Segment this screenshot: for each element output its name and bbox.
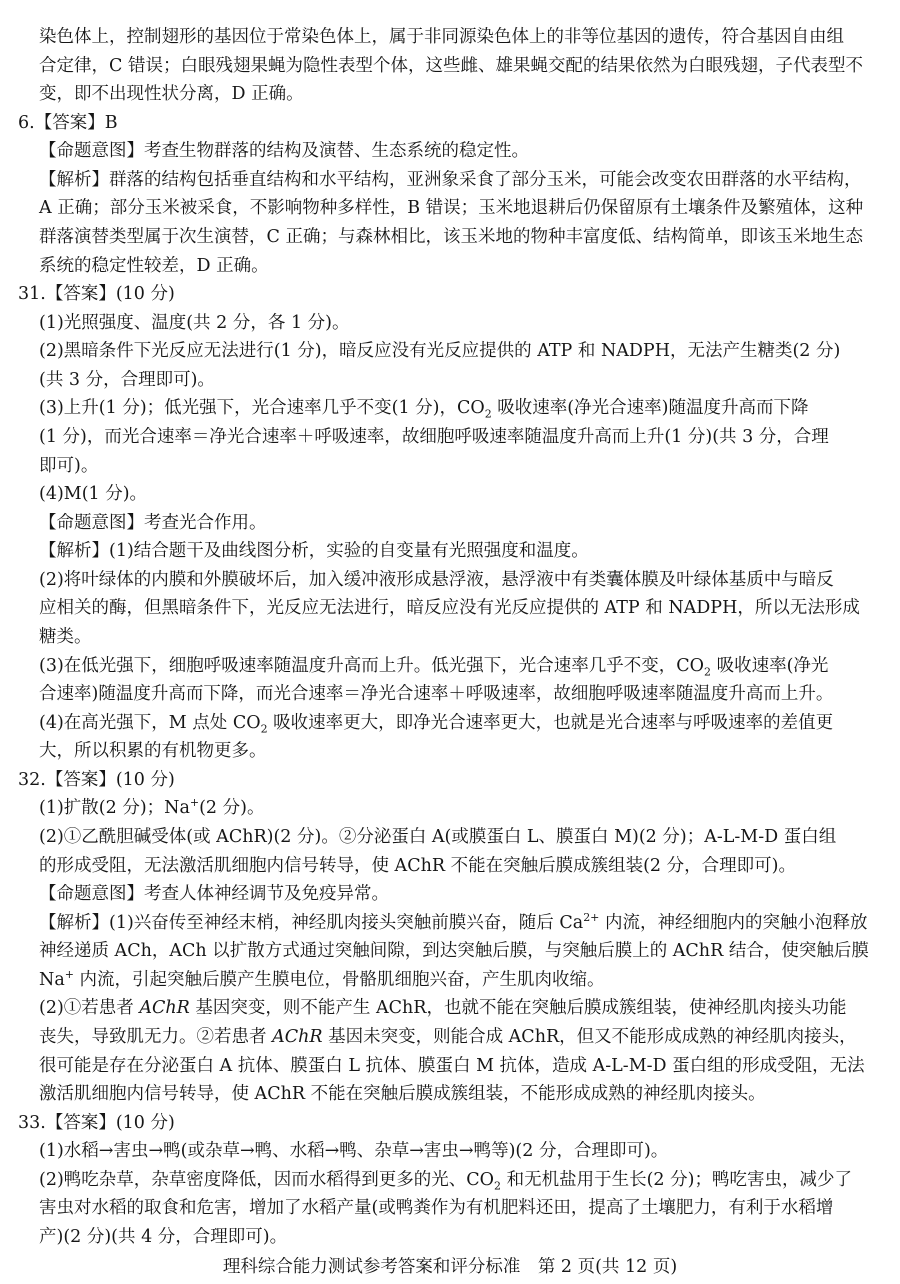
- text-line: (共 3 分，合理即可)。: [39, 369, 215, 390]
- text-line: (2)将叶绿体的内膜和外膜破坏后，加入缓冲液形成悬浮液，悬浮液中有类囊体膜及叶绿体基质中与暗反: [39, 569, 834, 590]
- text-line: 合定律，C 错误；白眼残翅果蝇为隐性表型个体，这些雌、雄果蝇交配的结果依然为白眼残翅，子代表型不: [39, 55, 863, 76]
- text-line: 糖类。: [39, 627, 92, 647]
- text-line: (1 分)，而光合速率＝净光合速率＋呼吸速率，故细胞呼吸速率随温度升高而上升(1 分)(共 3 分，合理: [39, 427, 829, 447]
- text-line: Na+ 内流，引起突触后膜产生膜电位，骨骼肌细胞兴奋，产生肌肉收缩。: [39, 968, 605, 990]
- intent-line: 【命题意图】考查人体神经调节及免疫异常。: [39, 884, 389, 905]
- text-line: 产)(2 分)(共 4 分，合理即可)。: [39, 1227, 288, 1247]
- text-line: (1)水稻→害虫→鸭(或杂草→鸭、水稻→鸭、杂草→害虫→鸭等)(2 分，合理即可)。: [39, 1141, 669, 1162]
- page-footer: 理科综合能力测试参考答案和评分标准 第 2 页(共 12 页): [222, 1257, 678, 1277]
- text-line: (2)①乙酰胆碱受体(或 AChR)(2 分)。②分泌蛋白 A(或膜蛋白 L、膜蛋白 M)(2 分)；A-L-M-D 蛋白组: [39, 827, 837, 847]
- text-line: 系统的稳定性较差，D 正确。: [39, 255, 269, 276]
- text-line: 激活肌细胞内信号转导，使 AChR 不能在突触后膜成簇组装，不能形成成熟的神经肌肉接头。: [39, 1084, 766, 1105]
- text-line: 神经递质 ACh，ACh 以扩散方式通过突触间隙，到达突触后膜，与突触后膜上的 AChR 结合，使突触后膜: [39, 941, 869, 962]
- text-line: (3)在低光强下，细胞呼吸速率随温度升高而上升。低光强下，光合速率几乎不变，$CO_2$ 吸收速率(净光: [39, 655, 829, 679]
- text-line: (2)①若患者 AChR 基因突变，则不能产生 AChR，也就不能在突触后膜成簇组装，使神经肌肉接头功能: [39, 998, 847, 1019]
- text-line: 变，即不出现性状分离，D 正确。: [39, 84, 304, 105]
- answer-heading: 31.【答案】(10 分): [18, 284, 175, 305]
- text-line: 的形成受阻，无法激活肌细胞内信号转导，使 AChR 不能在突触后膜成簇组装(2 分，合理即可)。: [39, 855, 796, 876]
- text-line: 大，所以积累的有机物更多。: [39, 741, 267, 762]
- text-line: (3)上升(1 分)；低光强下，光合速率几乎不变(1 分)，$CO_2$ 吸收速率(净光合速率)随温度升高而下降: [39, 398, 809, 421]
- text-line: 群落演替类型属于次生演替，C 正确；与森林相比，该玉米地的物种丰富度低、结构简单，即该玉米地生态: [39, 227, 863, 247]
- text-line: (2)黑暗条件下光反应无法进行(1 分)，暗反应没有光反应提供的 ATP 和 NADPH，无法产生糖类(2 分): [39, 341, 841, 362]
- text-line: 染色体上，控制翅形的基因位于常染色体上，属于非同源染色体上的非等位基因的遗传，符合基因自由组: [39, 27, 844, 47]
- intent-line: 【命题意图】考查光合作用。: [39, 512, 267, 533]
- answer-heading: 32.【答案】(10 分): [18, 769, 175, 790]
- intent-line: 【命题意图】考查生物群落的结构及演替、生态系统的稳定性。: [39, 141, 529, 162]
- text-line: (1)扩散(2 分)；Na+(2 分)。: [39, 796, 265, 819]
- text-line: (4)在高光强下，M 点处 $CO_2$ 吸收速率更大，即净光合速率更大，也就是光合速率与呼吸速率的差值更: [39, 712, 834, 736]
- answer-heading: 33.【答案】(10 分): [18, 1112, 175, 1133]
- text-line: 应相关的酶，但黑暗条件下，光反应无法进行，暗反应没有光反应提供的 ATP 和 NADPH，所以无法形成: [39, 598, 860, 619]
- text-line: (2)鸭吃杂草，杂草密度降低，因而水稻得到更多的光、$CO_2$ 和无机盐用于生长(2 分)；鸭吃害虫，减少了: [39, 1169, 852, 1193]
- text-line: (4)M(1 分)。: [39, 484, 148, 505]
- text-line: 即可)。: [39, 455, 99, 476]
- text-line: 合速率)随温度升高而下降，而光合速率＝净光合速率＋呼吸速率，故细胞呼吸速率随温度升高而上升。: [39, 684, 834, 705]
- text-line: 很可能是存在分泌蛋白 A 抗体、膜蛋白 L 抗体、膜蛋白 M 抗体，造成 A-L-M-D 蛋白组的形成受阻，无法: [39, 1055, 865, 1076]
- text-line: 害虫对水稻的取食和危害，增加了水稻产量(或鸭粪作为有机肥料还田，提高了土壤肥力，有利于水稻增: [39, 1198, 834, 1219]
- text-line: 丧失，导致肌无力。②若患者 AChR 基因未突变，则能合成 AChR，但又不能形成成熟的神经肌肉接头，: [39, 1027, 857, 1047]
- text-line: (1)光照强度、温度(共 2 分，各 1 分)。: [39, 312, 350, 333]
- text-line: 【解析】(1)兴奋传至神经末梢，神经肌肉接头突触前膜兴奋，随后 $Ca^{2+}$ 内流，神经细胞内的突触小泡释放: [39, 910, 868, 933]
- text-line: A 正确；部分玉米被采食，不影响物种多样性，B 错误；玉米地退耕后仍保留原有土壤条件及繁殖体，这种: [39, 198, 864, 219]
- text-line: 【解析】群落的结构包括垂直结构和水平结构，亚洲象采食了部分玉米，可能会改变农田群落的水平结构，: [39, 169, 862, 190]
- answer-heading: 6.【答案】B: [18, 112, 118, 133]
- text-line: 【解析】(1)结合题干及曲线图分析，实验的自变量有光照强度和温度。: [39, 541, 589, 562]
